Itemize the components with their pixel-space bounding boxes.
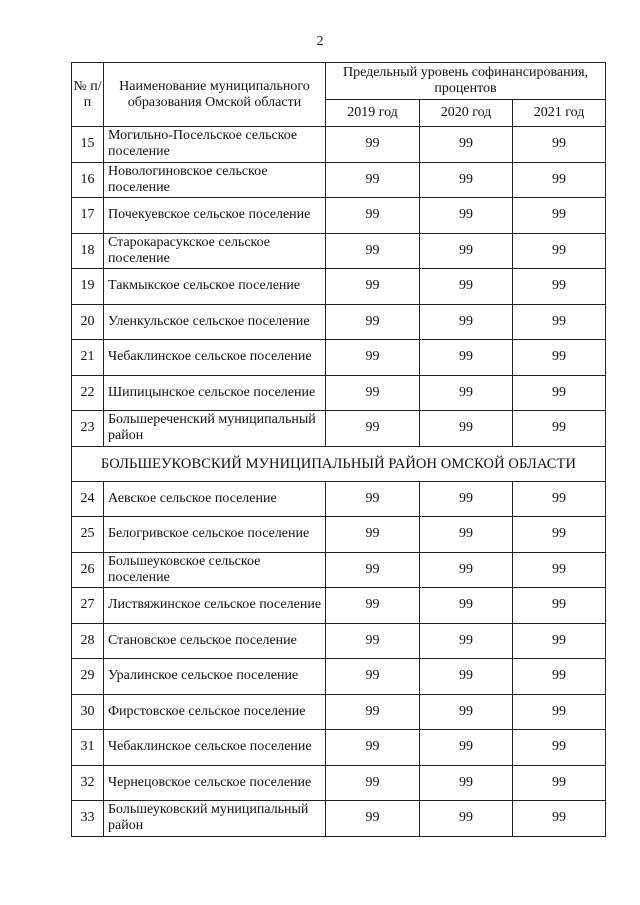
municipality-name: Шипицынское сельское поселение — [104, 375, 326, 411]
row-number: 29 — [72, 659, 104, 695]
table-row — [72, 304, 606, 340]
municipality-name: Большеуковское сельское поселение — [104, 552, 326, 588]
value-2021: 99 — [513, 552, 606, 588]
municipality-name: Чебаклинское сельское поселение — [104, 340, 326, 376]
cofinancing-table — [71, 62, 606, 837]
value-2021: 99 — [513, 269, 606, 305]
municipality-name: Уралинское сельское поселение — [104, 659, 326, 695]
value-2021: 99 — [513, 340, 606, 376]
municipality-name: Аевское сельское поселение — [104, 481, 326, 517]
municipality-name: Большереченский муниципальный район — [104, 411, 326, 447]
table-row — [72, 765, 606, 801]
table-row — [72, 588, 606, 624]
value-2020: 99 — [420, 481, 513, 517]
value-2020: 99 — [420, 694, 513, 730]
row-number: 24 — [72, 481, 104, 517]
value-2019: 99 — [326, 694, 420, 730]
row-number: 32 — [72, 765, 104, 801]
municipality-name: Такмыкское сельское поселение — [104, 269, 326, 305]
value-2019: 99 — [326, 588, 420, 624]
municipality-name: Становское сельское поселение — [104, 623, 326, 659]
table-row — [72, 340, 606, 376]
section-title: БОЛЬШЕУКОВСКИЙ МУНИЦИПАЛЬНЫЙ РАЙОН ОМСКОЙ ОБЛАСТИ — [72, 446, 606, 481]
value-2019: 99 — [326, 340, 420, 376]
value-2019: 99 — [326, 801, 420, 837]
value-2020: 99 — [420, 269, 513, 305]
value-2020: 99 — [420, 375, 513, 411]
value-2021: 99 — [513, 411, 606, 447]
row-number: 17 — [72, 198, 104, 234]
header-year-2021: 2021 год — [513, 100, 606, 127]
value-2019: 99 — [326, 375, 420, 411]
page-number: 2 — [316, 34, 324, 49]
value-2020: 99 — [420, 659, 513, 695]
value-2021: 99 — [513, 162, 606, 198]
value-2019: 99 — [326, 659, 420, 695]
table-row — [72, 801, 606, 837]
header-cofinancing-level: Предельный уровень софинансирования, процентов — [326, 63, 606, 100]
value-2020: 99 — [420, 162, 513, 198]
value-2020: 99 — [420, 623, 513, 659]
value-2019: 99 — [326, 552, 420, 588]
table-row — [72, 694, 606, 730]
value-2021: 99 — [513, 765, 606, 801]
value-2019: 99 — [326, 162, 420, 198]
value-2019: 99 — [326, 304, 420, 340]
value-2021: 99 — [513, 375, 606, 411]
value-2021: 99 — [513, 588, 606, 624]
municipality-name: Большеуковский муниципальный район — [104, 801, 326, 837]
value-2019: 99 — [326, 411, 420, 447]
municipality-name: Почекуевское сельское поселение — [104, 198, 326, 234]
value-2020: 99 — [420, 233, 513, 269]
row-number: 23 — [72, 411, 104, 447]
table-row — [72, 375, 606, 411]
row-number: 21 — [72, 340, 104, 376]
section-row — [72, 446, 606, 481]
value-2019: 99 — [326, 233, 420, 269]
row-number: 30 — [72, 694, 104, 730]
value-2020: 99 — [420, 552, 513, 588]
municipality-name: Уленкульское сельское поселение — [104, 304, 326, 340]
value-2021: 99 — [513, 517, 606, 553]
table-row — [72, 411, 606, 447]
value-2019: 99 — [326, 730, 420, 766]
value-2021: 99 — [513, 233, 606, 269]
municipality-name: Могильно-Посельское сельское поселение — [104, 127, 326, 163]
table-row — [72, 269, 606, 305]
table-row — [72, 233, 606, 269]
table-header-row — [72, 63, 606, 100]
value-2019: 99 — [326, 517, 420, 553]
value-2019: 99 — [326, 481, 420, 517]
row-number: 28 — [72, 623, 104, 659]
value-2020: 99 — [420, 411, 513, 447]
value-2020: 99 — [420, 801, 513, 837]
row-number: 15 — [72, 127, 104, 163]
value-2019: 99 — [326, 198, 420, 234]
table-row — [72, 730, 606, 766]
table-row — [72, 623, 606, 659]
municipality-name: Старокарасукское сельское поселение — [104, 233, 326, 269]
row-number: 19 — [72, 269, 104, 305]
row-number: 33 — [72, 801, 104, 837]
table-row — [72, 659, 606, 695]
value-2020: 99 — [420, 765, 513, 801]
value-2021: 99 — [513, 801, 606, 837]
row-number: 20 — [72, 304, 104, 340]
row-number: 25 — [72, 517, 104, 553]
value-2021: 99 — [513, 304, 606, 340]
value-2021: 99 — [513, 127, 606, 163]
value-2021: 99 — [513, 481, 606, 517]
row-number: 18 — [72, 233, 104, 269]
table-row — [72, 127, 606, 163]
value-2021: 99 — [513, 623, 606, 659]
value-2020: 99 — [420, 340, 513, 376]
municipality-name: Фирстовское сельское поселение — [104, 694, 326, 730]
value-2020: 99 — [420, 588, 513, 624]
value-2019: 99 — [326, 127, 420, 163]
municipality-name: Листвяжинское сельское поселение — [104, 588, 326, 624]
municipality-name: Новологиновское сельское поселение — [104, 162, 326, 198]
row-number: 16 — [72, 162, 104, 198]
municipality-name: Чернецовское сельское поселение — [104, 765, 326, 801]
value-2019: 99 — [326, 623, 420, 659]
value-2019: 99 — [326, 765, 420, 801]
municipality-name: Чебаклинское сельское поселение — [104, 730, 326, 766]
header-year-2020: 2020 год — [420, 100, 513, 127]
table-row — [72, 552, 606, 588]
municipality-name: Белогривское сельское поселение — [104, 517, 326, 553]
value-2020: 99 — [420, 304, 513, 340]
value-2021: 99 — [513, 198, 606, 234]
table-row — [72, 162, 606, 198]
table-row — [72, 517, 606, 553]
row-number: 27 — [72, 588, 104, 624]
value-2020: 99 — [420, 127, 513, 163]
header-name: Наименование муниципального образования Омской области — [104, 63, 326, 127]
value-2021: 99 — [513, 730, 606, 766]
row-number: 31 — [72, 730, 104, 766]
row-number: 26 — [72, 552, 104, 588]
value-2020: 99 — [420, 517, 513, 553]
value-2021: 99 — [513, 659, 606, 695]
value-2021: 99 — [513, 694, 606, 730]
header-num: № п/п — [72, 63, 104, 127]
row-number: 22 — [72, 375, 104, 411]
value-2020: 99 — [420, 198, 513, 234]
table-row — [72, 198, 606, 234]
value-2019: 99 — [326, 269, 420, 305]
table-row — [72, 481, 606, 517]
value-2020: 99 — [420, 730, 513, 766]
header-year-2019: 2019 год — [326, 100, 420, 127]
